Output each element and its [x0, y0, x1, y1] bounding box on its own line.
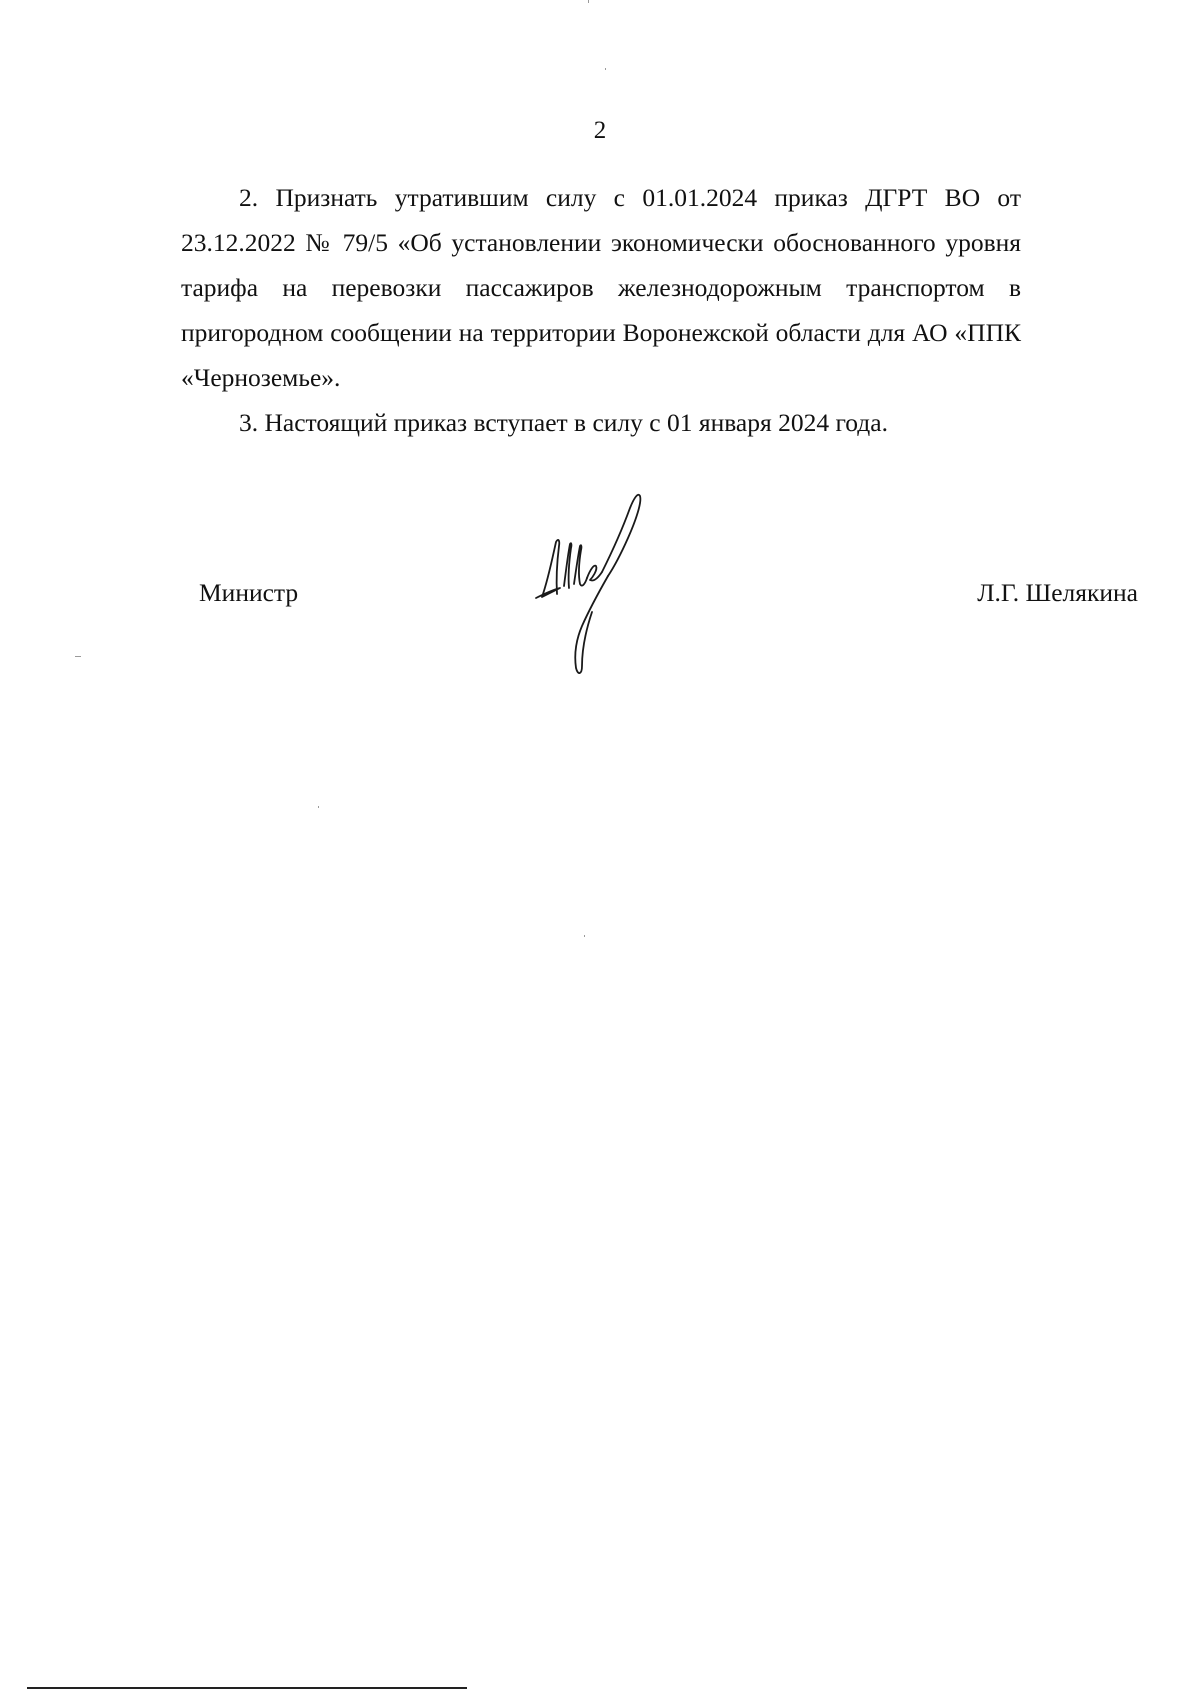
- scan-speck: [588, 0, 589, 3]
- page-number: 2: [593, 117, 607, 144]
- signatory-role: Министр: [199, 578, 299, 607]
- paragraph-2: 2. Признать утратившим силу с 01.01.2024 приказ ДГРТ ВО от 23.12.2022 № 79/5 «Об установлении экономически обоснованного уровня тарифа на перевозки пассажиров железнодорожным транспортом в пригородном сообщении на территории Воронежской области для АО «ППК «Черноземье».: [181, 183, 1021, 392]
- paragraph-3: 3. Настоящий приказ вступает в силу с 01 января 2024 года.: [239, 408, 888, 437]
- scan-speck: [584, 935, 585, 937]
- scan-speck: [605, 68, 606, 70]
- handwritten-signature: [530, 490, 660, 680]
- signatory-name: Л.Г. Шелякина: [977, 578, 1138, 607]
- scan-edge-line: [27, 1687, 467, 1689]
- scan-speck: [318, 806, 319, 808]
- scan-speck: [75, 656, 81, 657]
- document-body: [181, 175, 1021, 445]
